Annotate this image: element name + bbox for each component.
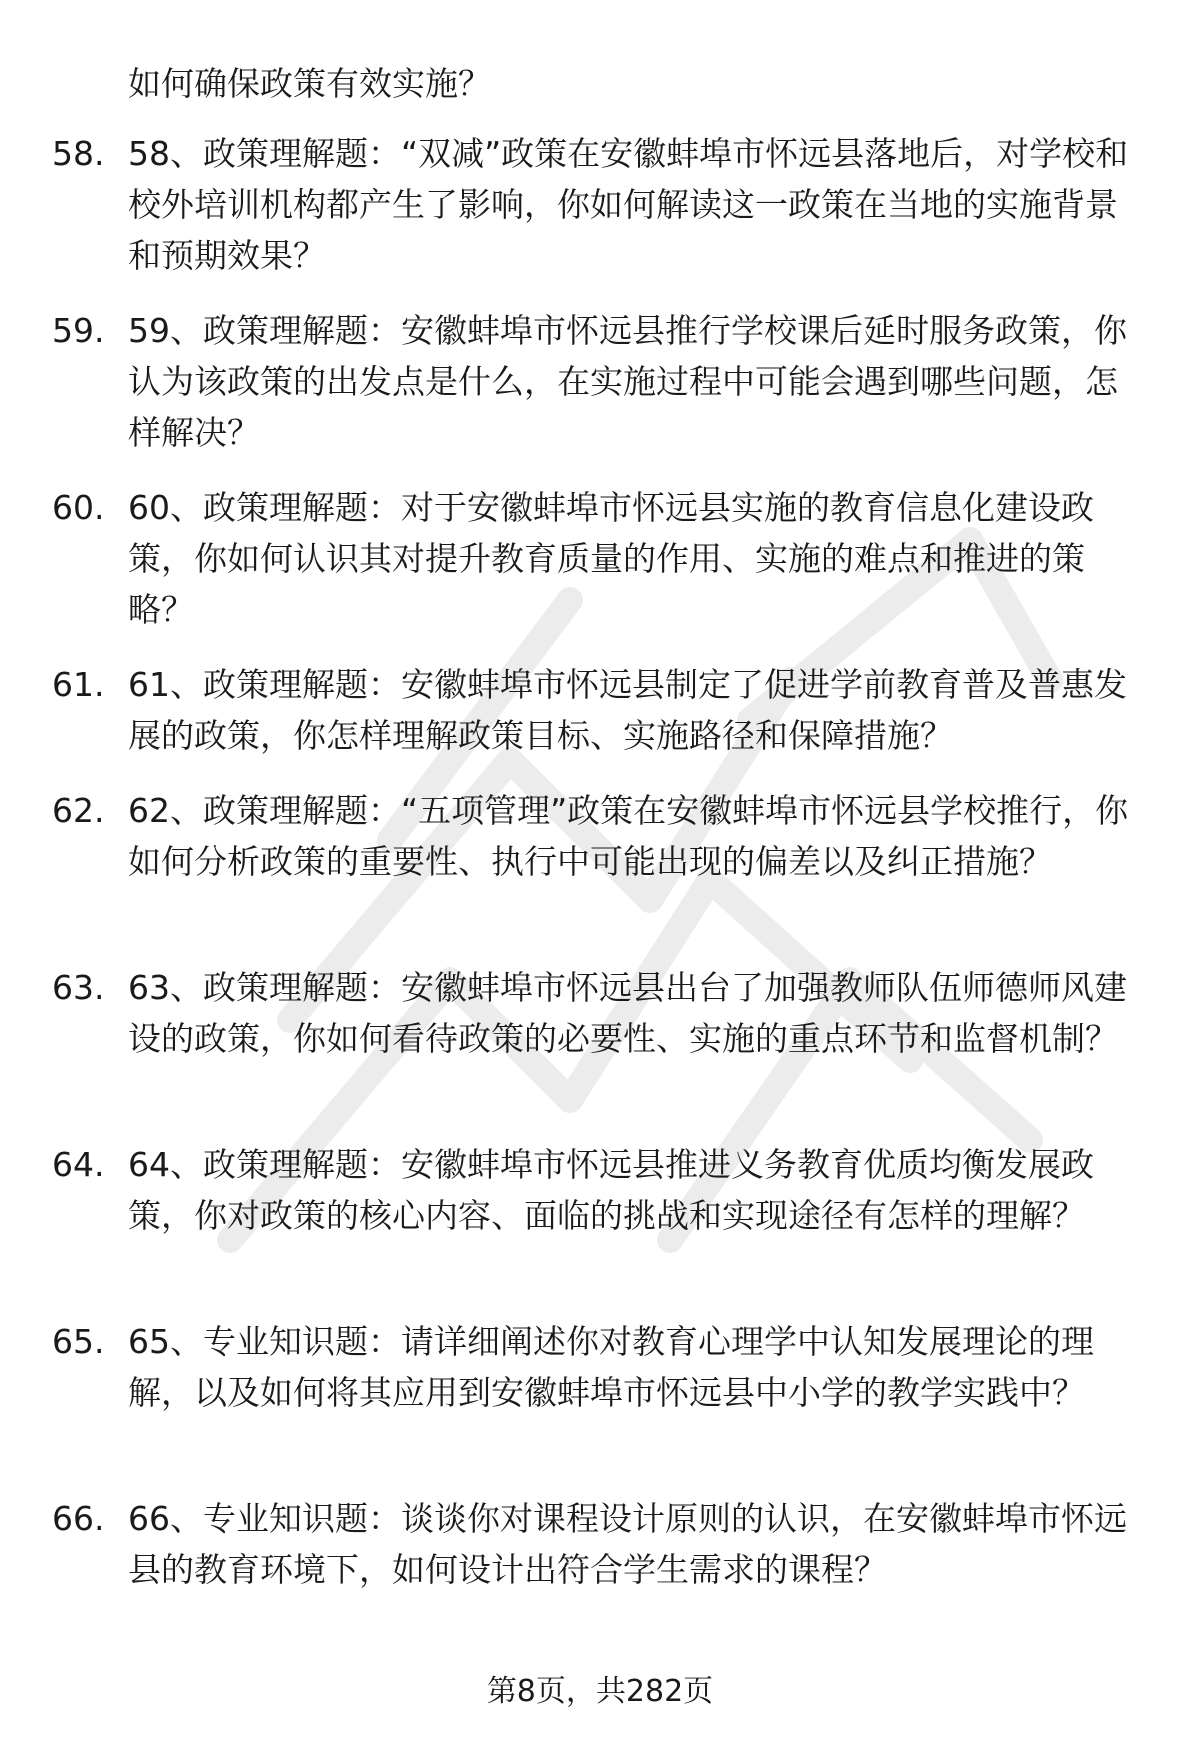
question-number: 59. <box>52 311 105 350</box>
question-text: 58、政策理解题：“双减”政策在安徽蚌埠市怀远县落地后，对学校和校外培训机构都产生了影响，你如何解读这一政策在当地的实施背景和预期效果？ <box>128 134 1129 275</box>
question-number: 61. <box>52 665 105 704</box>
question-text: 66、专业知识题：谈谈你对课程设计原则的认识，在安徽蚌埠市怀远县的教育环境下，如何设计出符合学生需求的课程？ <box>128 1499 1127 1589</box>
question-number: 63. <box>52 968 105 1007</box>
question-text: 62、政策理解题：“五项管理”政策在安徽蚌埠市怀远县学校推行，你如何分析政策的重要性、执行中可能出现的偏差以及纠正措施？ <box>128 791 1129 881</box>
question-number: 62. <box>52 791 105 830</box>
question-text: 65、专业知识题：请详细阐述你对教育心理学中认知发展理论的理解，以及如何将其应用到安徽蚌埠市怀远县中小学的教学实践中？ <box>128 1322 1094 1412</box>
question-number: 58. <box>52 134 105 173</box>
question-text: 63、政策理解题：安徽蚌埠市怀远县出台了加强教师队伍师德师风建设的政策，你如何看待政策的必要性、实施的重点环节和监督机制？ <box>128 968 1127 1058</box>
continued-question-text: 如何确保政策有效实施？ <box>128 64 491 103</box>
question-text: 61、政策理解题：安徽蚌埠市怀远县制定了促进学前教育普及普惠发展的政策，你怎样理解政策目标、实施路径和保障措施？ <box>128 665 1127 755</box>
question-number: 65. <box>52 1322 105 1361</box>
question-number: 66. <box>52 1499 105 1538</box>
question-number: 60. <box>52 488 105 527</box>
page-footer: 第8页，共282页 <box>486 1674 714 1709</box>
question-text: 64、政策理解题：安徽蚌埠市怀远县推进义务教育优质均衡发展政策，你对政策的核心内容、面临的挑战和实现途径有怎样的理解？ <box>128 1145 1094 1235</box>
question-text: 59、政策理解题：安徽蚌埠市怀远县推行学校课后延时服务政策，你认为该政策的出发点是什么，在实施过程中可能会遇到哪些问题，怎样解决？ <box>128 311 1127 452</box>
question-number: 64. <box>52 1145 105 1184</box>
question-text: 60、政策理解题：对于安徽蚌埠市怀远县实施的教育信息化建设政策，你如何认识其对提升教育质量的作用、实施的难点和推进的策略？ <box>128 488 1094 629</box>
